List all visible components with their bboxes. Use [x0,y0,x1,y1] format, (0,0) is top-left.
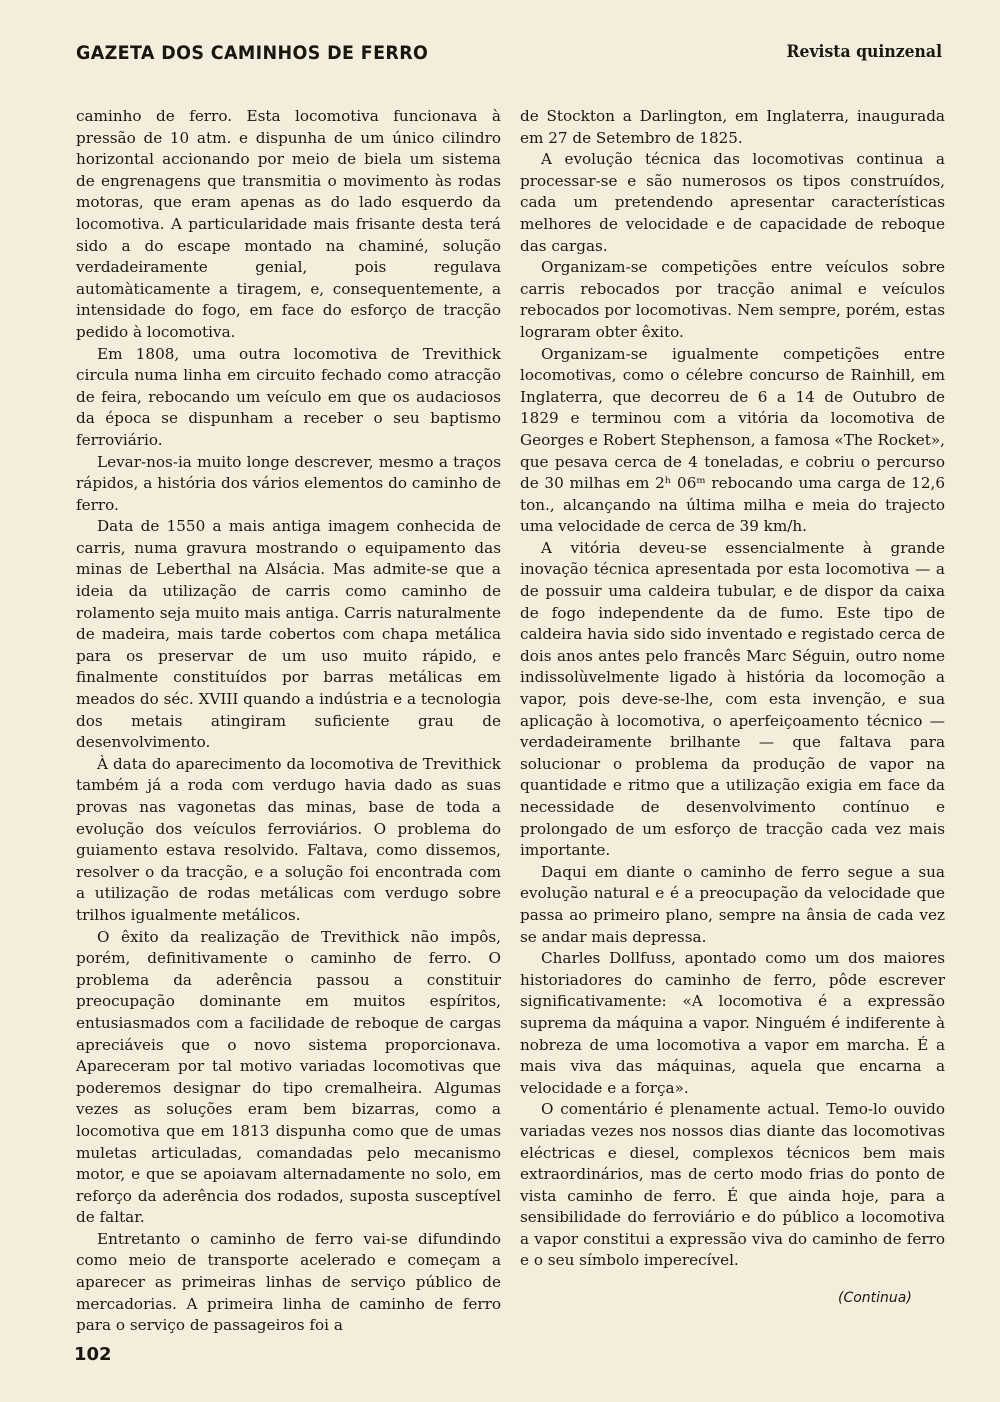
paragraph: A vitória deveu-se essencialmente à grande inovação técnica apresentada por esta locomotiva — a de possuir uma caldeira tubular, e de dispor da caixa de fogo independente da de fumo. Este tipo de caldeira havia sido sido inventado e registado cerca de dois anos antes pelo francês Marc Séguin, outro nome indissolùvelmente ligado à história da locomoção a vapor, pois deve-se-lhe, com esta invenção, e sua aplicação à locomotiva, o aperfeiçoamento técnico — verdadeiramente brilhante — que faltava para solucionar o problema da produção de vapor na quantidade e ritmo que a utilização exigia em face da necessidade de desenvolvimento contínuo e prolongado de um esforço de tracção cada vez mais importante. [520,538,945,860]
paragraph: O comentário é plenamente actual. Temo-lo ouvido variadas vezes nos nossos dias diante das locomotivas eléctricas e diesel, complexos técnicos bem mais extraordinários, mas de certo modo frias do ponto de vista caminho de ferro. É que ainda hoje, para a sensibilidade do ferroviário e do público a locomotiva a vapor constitui a expressão viva do caminho de ferro e o seu símbolo imperecível. [520,1100,945,1270]
left-column [76,106,501,1337]
continued-note: (Continua) [838,1290,912,1306]
page-number: 102 [74,1344,112,1365]
page-header [76,38,946,72]
journal-title: GAZETA DOS CAMINHOS DE FERRO [76,42,429,64]
journal-subtitle: Revista quinzenal [786,42,942,62]
paragraph: Data de 1550 a mais antiga imagem conhecida de carris, numa gravura mostrando o equipamento das minas de Leberthal na Alsácia. Mas admite-se que a ideia da utilização de carris como caminho de rolamento seja muito mais antiga. Carris naturalmente de madeira, mais tarde cobertos com chapa metálica para os preservar de um uso muito rápido, e finalmente constituídos por barras metálicas em meados do séc. XVIII quando a indústria e a tecnologia dos metais atingiram suficiente grau de desenvolvimento. [76,517,501,752]
paragraph: O êxito da realização de Trevithick não impôs, porém, definitivamente o caminho de ferro. O problema da aderência passou a constituir preocupação dominante em muitos espíritos, entusiasmados com a facilidade de reboque de cargas apreciáveis que o novo sistema proporcionava. Apareceram por tal motivo variadas locomotivas que poderemos designar do tipo cremalheira. Algumas vezes as soluções eram bem bizarras, como a locomotiva que em 1813 dispunha como que de umas muletas articuladas, comandadas pelo mecanismo motor, e que se apoiavam alternadamente no solo, em reforço da aderência dos rodados, suposta susceptível de faltar. [76,927,501,1227]
paragraph: Daqui em diante o caminho de ferro segue a sua evolução natural e é a preocupação da velocidade que passa ao primeiro plano, sempre na ânsia de cada vez se andar mais depressa. [520,862,945,946]
paragraph: Organizam-se competições entre veículos sobre carris rebocados por tracção animal e veículos rebocados por locomotivas. Nem sempre, porém, estas lograram obter êxito. [520,258,945,341]
paragraph: Em 1808, uma outra locomotiva de Trevithick circula numa linha em circuito fechado como atracção de feira, rebocando um veículo em que os audaciosos da época se dispunham a receber o seu baptismo ferroviário. [76,344,501,449]
paragraph: Levar-nos-ia muito longe descrever, mesmo a traços rápidos, a história dos vários elementos do caminho de ferro. [76,452,501,514]
paragraph: caminho de ferro. Esta locomotiva funcionava à pressão de 10 atm. e dispunha de um único cilindro horizontal accionando por meio de biela um sistema de engrenagens que transmitia o movimento às rodas motoras, que eram apenas as do lado esquerdo da locomotiva. A particularidade mais frisante desta terá sido a do escape montado na chaminé, solução verdadeiramente genial, pois regulava automàticamente a tiragem, e, consequentemente, a intensidade do fogo, em face do esforço de tracção pedido à locomotiva. [76,107,501,341]
right-column [520,106,945,1272]
paragraph: Entretanto o caminho de ferro vai-se difundindo como meio de transporte acelerado e começam a aparecer as primeiras linhas de serviço público de mercadorias. A primeira linha de caminho de ferro para o serviço de passageiros foi a [76,1229,501,1335]
paragraph: À data do aparecimento da locomotiva de Trevithick também já a roda com verdugo havia dado as suas provas nas vagonetas das minas, base de toda a evolução dos veículos ferroviários. O problema do guiamento estava resolvido. Faltava, como dissemos, resolver o da tracção, e a solução foi encontrada com a utilização de rodas metálicas com verdugo sobre trilhos igualmente metálicos. [76,754,501,924]
paragraph: Organizam-se igualmente competições entre locomotivas, como o célebre concurso de Rainhill, em Inglaterra, que decorreu de 6 a 14 de Outubro de 1829 e terminou com a vitória da locomotiva de Georges e Robert Stephenson, a famosa «The Rocket», que pesava cerca de 4 toneladas, e cobriu o percurso de 30 milhas em 2ʰ 06ᵐ rebocando uma carga de 12,6 ton., alcançando na última milha e meia do trajecto uma velocidade de cerca de 39 km/h. [520,344,945,536]
paragraph: Charles Dollfuss, apontado como um dos maiores historiadores do caminho de ferro, pôde escrever significativamente: «A locomotiva é a expressão suprema da máquina a vapor. Ninguém é indiferente à nobreza de uma locomotiva a vapor em marcha. É a mais viva das máquinas, aquela que encarna a velocidade e a força». [520,949,945,1097]
paragraph: de Stockton a Darlington, em Inglaterra, inaugurada em 27 de Setembro de 1825. [520,107,945,147]
paragraph: A evolução técnica das locomotivas continua a processar-se e são numerosos os tipos construídos, cada um pretendendo apresentar características melhores de velocidade e de capacidade de reboque das cargas. [520,150,945,255]
